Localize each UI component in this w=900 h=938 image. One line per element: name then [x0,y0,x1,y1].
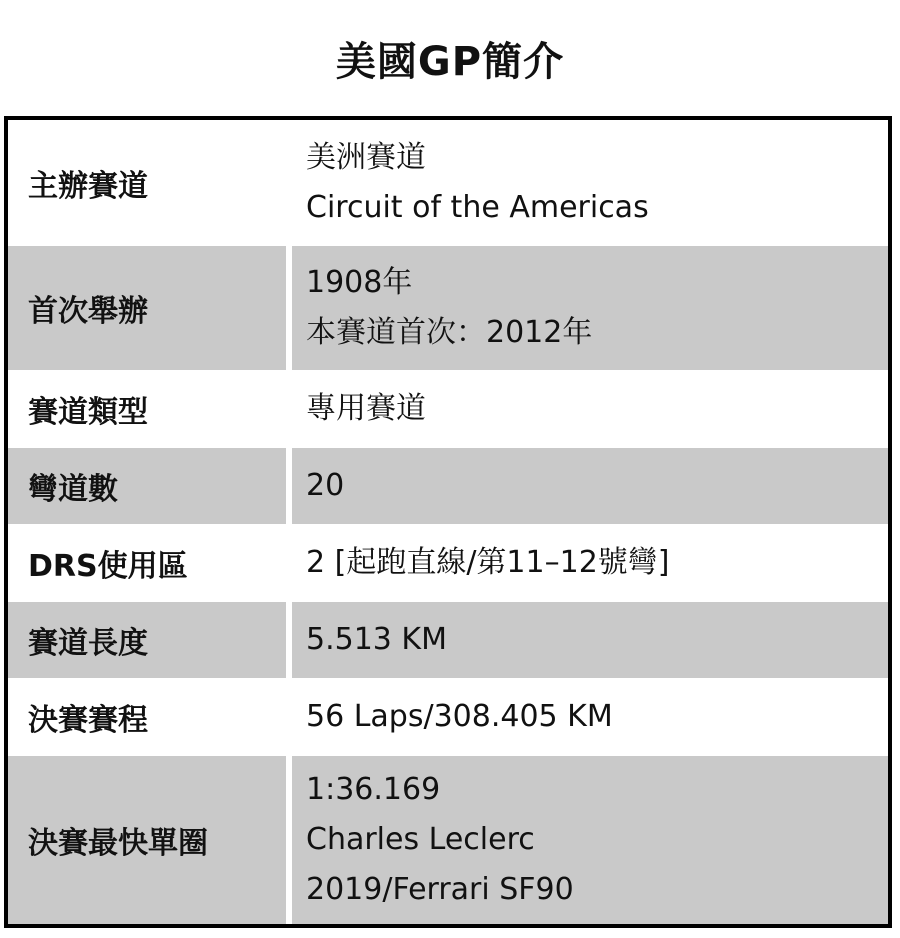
value-line: 5.513 KM [306,622,447,657]
table-row-first-held [8,246,888,370]
row-label: DRS使用區 [8,524,286,602]
value-line: 2019/Ferrari SF90 [306,872,574,907]
value-line: 本賽道首次：2012年 [306,315,593,350]
value-line: Circuit of the Americas [306,190,649,225]
table-row-corners [8,448,888,524]
row-value [292,448,888,524]
table-row-circuit-type [8,370,888,448]
table-row-race-distance [8,678,888,756]
value-line: 20 [306,468,345,503]
page-title: 美國GP簡介 [335,39,565,85]
row-value [292,602,888,678]
value-line: 1:36.169 [306,772,441,807]
row-value [292,524,888,602]
row-label: 決賽賽程 [8,678,286,756]
row-label: 彎道數 [8,448,286,524]
row-label: 決賽最快單圈 [8,756,286,924]
table-row-circuit [8,120,888,246]
value-line: 美洲賽道 [306,140,426,175]
row-value [292,678,888,756]
value-line: 1908年 [306,265,413,300]
table-row-drs-zones [8,524,888,602]
row-label: 主辦賽道 [8,120,286,246]
value-line: 56 Laps/308.405 KM [306,699,613,734]
row-value [292,120,888,246]
row-value [292,370,888,448]
table-row-circuit-length [8,602,888,678]
row-label: 賽道長度 [8,602,286,678]
row-value [292,756,888,924]
row-label: 首次舉辦 [8,246,286,370]
value-line: 專用賽道 [306,391,426,426]
row-label: 賽道類型 [8,370,286,448]
value-line: 2 [起跑直線/第11–12號彎] [306,545,670,580]
gp-info-table [4,116,892,928]
row-value [292,246,888,370]
table-row-fastest-lap [8,756,888,924]
value-line: Charles Leclerc [306,822,535,857]
